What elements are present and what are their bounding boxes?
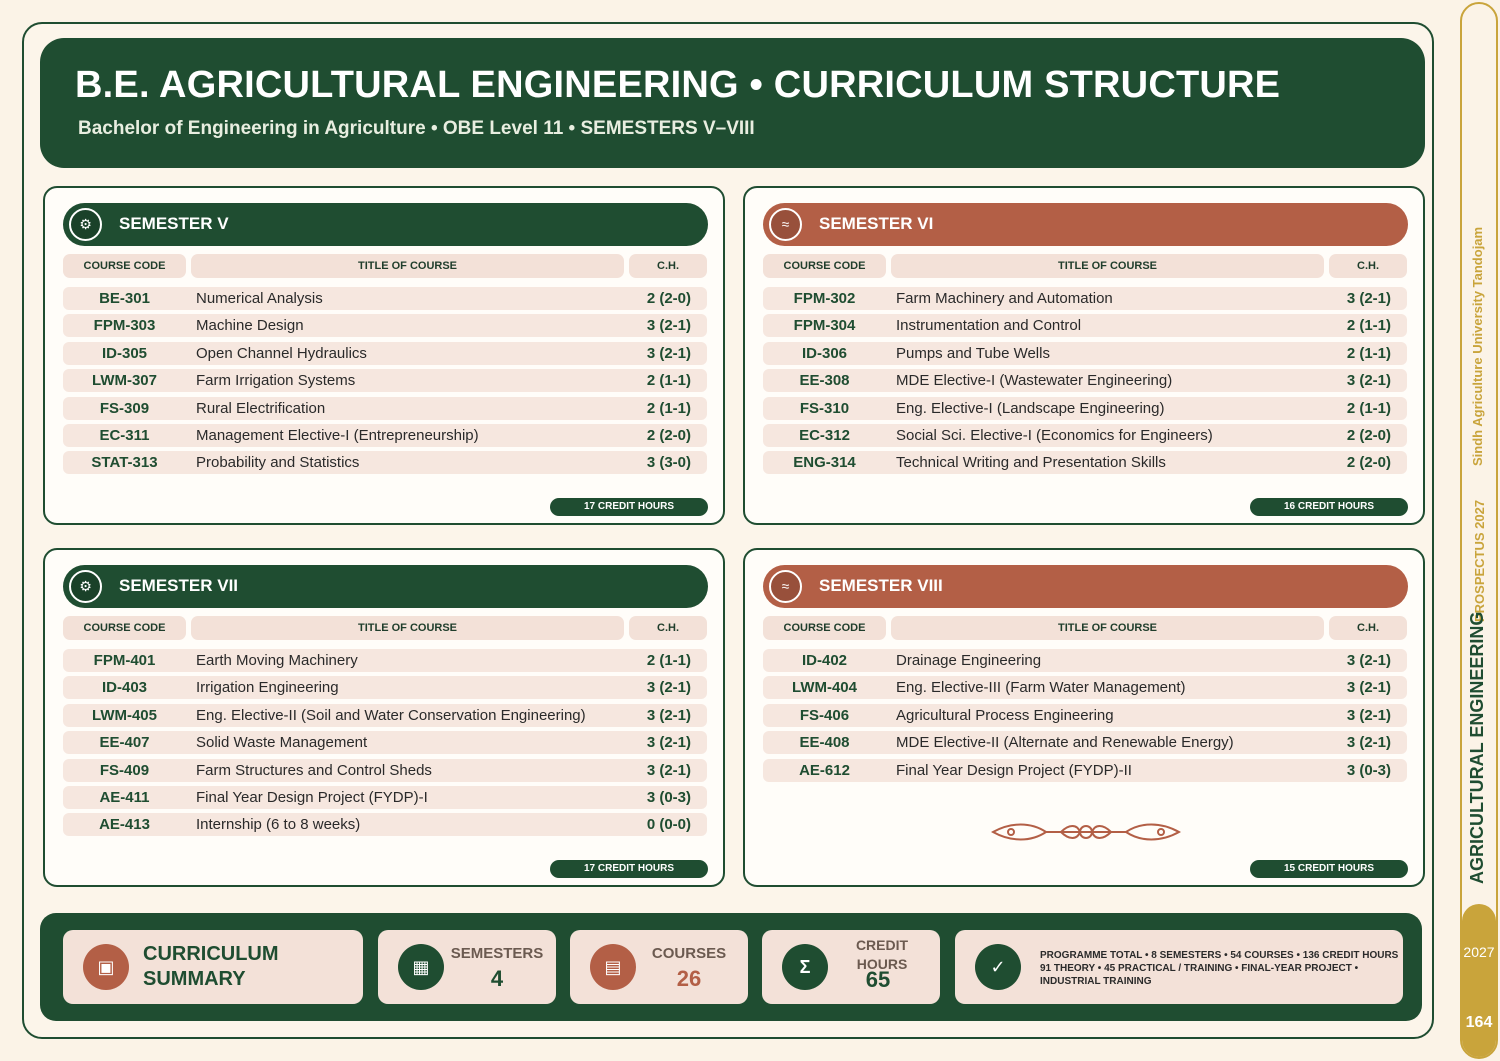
column-header-ch: C.H.	[1329, 254, 1407, 278]
course-code: FPM-401	[93, 652, 156, 669]
table-row	[763, 424, 1407, 447]
course-code: FS-309	[99, 399, 150, 417]
side-university-name: Sindh Agriculture University Tandojam	[1470, 226, 1485, 466]
credit-hours: 3 (2-1)	[646, 734, 691, 752]
semesters-stat-value: 4	[490, 966, 504, 991]
gear-icon: ⚙	[69, 208, 102, 241]
column-header-ch: C.H.	[629, 616, 707, 640]
table-row	[63, 676, 707, 699]
credit-hours: 2 (1-1)	[1346, 317, 1391, 335]
semesters-stat	[378, 930, 556, 1004]
course-title: Probability and Statistics	[196, 454, 360, 472]
semester-title: SEMESTER VIII	[819, 576, 943, 595]
course-title: Drainage Engineering	[896, 652, 1042, 669]
programme-total-box	[955, 930, 1403, 1004]
column-header-title: TITLE OF COURSE	[891, 616, 1324, 640]
semester-card	[743, 186, 1425, 525]
table-row	[63, 786, 707, 809]
programme-total-text: PROGRAMME TOTAL • 8 SEMESTERS • 54 COURSES • 136 CREDIT HOURS 91 THEORY • 45 PRACTICAL / TRAINING • FINAL-YEAR PROJECT • INDUSTRIAL TRAINING	[1040, 950, 1399, 987]
table-row	[63, 287, 707, 310]
table-row	[63, 451, 707, 474]
page-title: B.E. AGRICULTURAL ENGINEERING • CURRICULUM STRUCTURE	[75, 64, 1281, 106]
course-code: EE-408	[799, 734, 850, 752]
table-row	[63, 424, 707, 447]
course-title: Machine Design	[196, 317, 304, 335]
semester-title: SEMESTER VI	[819, 214, 934, 233]
course-code: EC-312	[799, 427, 850, 444]
course-code: LWM-404	[791, 679, 857, 697]
credit-hours-badge: 16 CREDIT HOURS	[1250, 498, 1408, 516]
semester-header	[63, 203, 708, 246]
credit-hours: 3 (0-3)	[646, 789, 691, 806]
course-title: Instrumentation and Control	[896, 317, 1082, 335]
table-row	[63, 397, 707, 420]
course-title: Pumps and Tube Wells	[896, 344, 1050, 362]
column-header-title: TITLE OF COURSE	[191, 616, 624, 640]
semester-card	[43, 548, 725, 887]
gear-icon: ⚙	[69, 570, 102, 603]
course-title: Numerical Analysis	[196, 290, 323, 307]
side-year: 2027	[1463, 944, 1495, 960]
semester-title: SEMESTER VII	[119, 576, 239, 595]
course-title: Earth Moving Machinery	[196, 652, 358, 669]
course-code: EC-311	[99, 427, 150, 444]
course-code: ID-305	[101, 344, 148, 362]
credit-hours: 3 (2-1)	[1346, 706, 1391, 724]
course-code: EE-308	[799, 372, 850, 390]
course-title: Farm Machinery and Automation	[896, 290, 1113, 307]
column-header-ch: C.H.	[1329, 616, 1407, 640]
course-title: Agricultural Process Engineering	[896, 706, 1114, 724]
course-title: Eng. Elective-II (Soil and Water Conservation Engineering)	[196, 706, 586, 724]
credit-hours: 3 (2-1)	[646, 317, 691, 335]
credit-hours: 3 (2-1)	[646, 706, 691, 724]
course-code: FS-409	[99, 761, 150, 779]
course-title: Rural Electrification	[196, 399, 326, 417]
calendar-icon: ▦	[398, 944, 444, 990]
credit-hours: 3 (2-1)	[1346, 734, 1391, 752]
course-title: Final Year Design Project (FYDP)-II	[896, 761, 1132, 779]
summary-label-line2: SUMMARY	[143, 968, 246, 990]
credit-hours: 2 (2-0)	[646, 290, 691, 307]
course-title: Irrigation Engineering	[196, 679, 339, 697]
credit-hours-badge: 15 CREDIT HOURS	[1250, 860, 1408, 878]
course-title: Solid Waste Management	[196, 734, 368, 752]
course-title: Technical Writing and Presentation Skills	[896, 454, 1166, 472]
summary-label-box	[63, 930, 363, 1004]
page-subtitle: Bachelor of Engineering in Agriculture • OBE Level 11 • SEMESTERS V–VIII	[78, 118, 755, 139]
column-header-title: TITLE OF COURSE	[191, 254, 624, 278]
course-title: Eng. Elective-I (Landscape Engineering)	[896, 399, 1165, 417]
credit-hours: 2 (2-0)	[1346, 427, 1391, 444]
table-row	[63, 813, 707, 836]
credit-hours: 2 (1-1)	[646, 399, 691, 417]
check-icon: ✓	[975, 944, 1021, 990]
course-title: MDE Elective-II (Alternate and Renewable Energy)	[896, 734, 1234, 752]
list-icon: ▤	[590, 944, 636, 990]
credit-hours-stat-value: 65	[865, 967, 891, 992]
credit-label-line1: CREDIT	[855, 937, 909, 953]
course-title: Open Channel Hydraulics	[196, 344, 367, 362]
course-code: LWM-307	[91, 372, 157, 390]
semesters-stat-label: SEMESTERS	[450, 945, 544, 962]
credit-hours: 2 (2-0)	[646, 427, 691, 444]
table-row	[763, 704, 1407, 727]
course-title: Social Sci. Elective-I (Economics for Engineers)	[896, 427, 1213, 444]
course-title: Management Elective-I (Entrepreneurship)	[196, 427, 479, 444]
table-row	[763, 731, 1407, 754]
table-row	[63, 369, 707, 392]
course-code: FPM-304	[793, 317, 856, 335]
credit-hours: 3 (2-1)	[1346, 290, 1391, 307]
credit-hours: 3 (0-3)	[1346, 761, 1391, 779]
course-code: ID-403	[101, 679, 148, 697]
credit-hours: 3 (2-1)	[1346, 372, 1391, 390]
course-code: LWM-405	[91, 706, 157, 724]
course-code: FS-310	[799, 399, 850, 417]
courses-stat-label: COURSES	[651, 945, 727, 962]
course-code: AE-411	[99, 789, 150, 806]
credit-hours: 3 (2-1)	[1346, 679, 1391, 697]
table-row	[763, 451, 1407, 474]
table-row	[763, 314, 1407, 337]
course-title: MDE Elective-I (Wastewater Engineering)	[896, 372, 1173, 390]
courses-stat	[570, 930, 748, 1004]
summary-label-line1: CURRICULUM	[143, 943, 279, 965]
credit-hours: 3 (3-0)	[646, 454, 691, 472]
semester-card	[743, 548, 1425, 887]
table-row	[763, 649, 1407, 672]
side-tab-gold	[1462, 904, 1496, 1057]
credit-hours-badge: 17 CREDIT HOURS	[550, 498, 708, 516]
column-header-code: COURSE CODE	[63, 616, 186, 640]
courses-stat-value: 26	[676, 966, 702, 991]
semester-card	[43, 186, 725, 525]
curriculum-summary-bar	[40, 913, 1422, 1021]
page-number: 164	[1465, 1014, 1493, 1031]
credit-hours: 3 (2-1)	[1346, 652, 1391, 669]
table-row	[63, 314, 707, 337]
course-code: AE-612	[799, 761, 850, 779]
credit-hours: 2 (1-1)	[1346, 344, 1391, 362]
credit-hours: 2 (2-0)	[1346, 454, 1391, 472]
column-header-title: TITLE OF COURSE	[891, 254, 1324, 278]
course-code: STAT-313	[91, 454, 158, 472]
credit-hours: 2 (1-1)	[646, 372, 691, 390]
book-icon: ▣	[83, 944, 129, 990]
column-header-code: COURSE CODE	[763, 254, 886, 278]
course-code: ID-402	[801, 652, 848, 669]
course-code: FS-406	[799, 706, 850, 724]
course-title: Internship (6 to 8 weeks)	[196, 816, 361, 834]
credit-label-line2: HOURS	[856, 956, 908, 972]
credit-hours: 3 (2-1)	[646, 344, 691, 362]
semester-header	[763, 565, 1408, 608]
sigma-icon: Σ	[782, 944, 828, 990]
side-department-name: AGRICULTURAL ENGINEERING	[1467, 611, 1487, 884]
table-row	[763, 759, 1407, 782]
table-row	[63, 731, 707, 754]
course-title: Farm Irrigation Systems	[196, 372, 356, 390]
course-title: Farm Structures and Control Sheds	[196, 761, 432, 779]
course-code: BE-301	[99, 290, 150, 307]
table-row	[763, 342, 1407, 365]
semester-header	[763, 203, 1408, 246]
credit-hours: 2 (1-1)	[1346, 399, 1391, 417]
credit-hours-stat	[762, 930, 940, 1004]
table-row	[63, 342, 707, 365]
column-header-code: COURSE CODE	[63, 254, 186, 278]
course-code: FPM-303	[93, 317, 156, 335]
page-header	[40, 38, 1425, 168]
ornament-flourish	[991, 820, 1181, 844]
column-header-code: COURSE CODE	[763, 616, 886, 640]
table-row	[763, 369, 1407, 392]
table-row	[63, 704, 707, 727]
summary-label	[143, 942, 343, 992]
credit-hours: 2 (1-1)	[646, 652, 691, 669]
semester-header	[63, 565, 708, 608]
credit-hours-badge: 17 CREDIT HOURS	[550, 860, 708, 878]
table-row	[763, 676, 1407, 699]
credit-hours: 3 (2-1)	[646, 761, 691, 779]
table-row	[763, 287, 1407, 310]
side-prospectus-label: PROSPECTUS 2027	[1472, 499, 1487, 622]
course-code: ID-306	[801, 344, 848, 362]
wave-icon: ≈	[769, 570, 802, 603]
table-row	[63, 649, 707, 672]
credit-hours: 0 (0-0)	[646, 816, 691, 834]
table-row	[763, 397, 1407, 420]
course-code: AE-413	[99, 816, 150, 834]
course-title: Final Year Design Project (FYDP)-I	[196, 789, 428, 806]
table-row	[63, 759, 707, 782]
wave-icon: ≈	[769, 208, 802, 241]
semester-title: SEMESTER V	[119, 214, 229, 233]
course-code: ENG-314	[793, 454, 856, 472]
course-title: Eng. Elective-III (Farm Water Management)	[896, 679, 1186, 697]
credit-hours: 3 (2-1)	[646, 679, 691, 697]
course-code: EE-407	[99, 734, 150, 752]
course-code: FPM-302	[793, 290, 856, 307]
column-header-ch: C.H.	[629, 254, 707, 278]
